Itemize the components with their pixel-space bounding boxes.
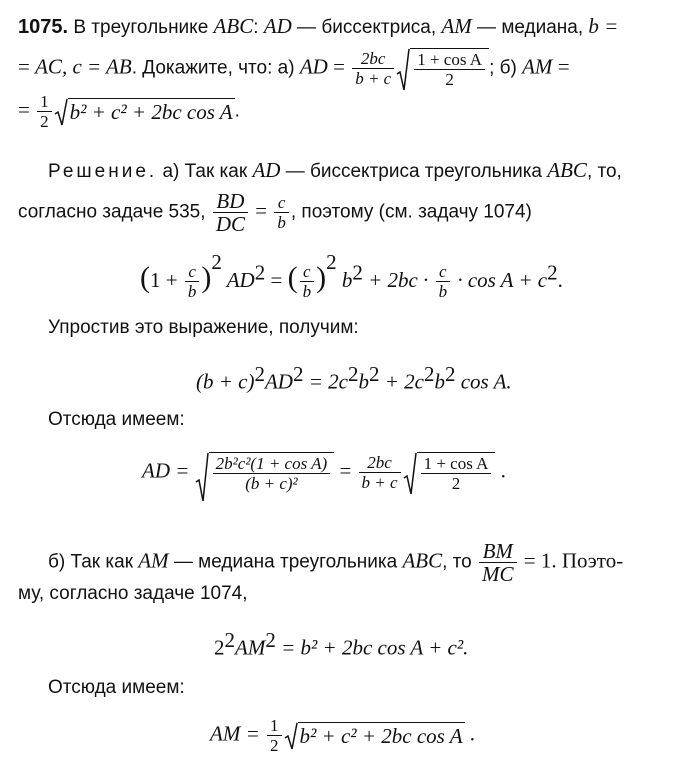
solution-line-2: согласно задаче 535, $\frac{BD}{DC}$ = $\frac{c}{b}$ , поэтому (см. задачу 1074) bbox=[18, 189, 532, 236]
formula-4: $2^2AM^2 = b^2 + 2bc$ cos A + c². bbox=[214, 628, 469, 660]
fraction-c-b: $\frac{c}{b}$ bbox=[274, 193, 289, 232]
formula-1: (1 + $\frac{c}{b}$ )$^2$ $AD^2$ = ( $\frac{c}{b}$ )$^2$ $b^2 + 2bc$ · $\frac{c}{b}$ · $\cos A + c^2$. bbox=[140, 250, 563, 302]
sqrt-4: $\frac{\text{1 + cos A}}{2}$ bbox=[403, 452, 496, 493]
sqrt-1: $\frac{\text{1 + cos A}}{2}$ bbox=[396, 48, 489, 89]
hence-text-1: Отсюда имеем: bbox=[48, 409, 185, 430]
formula-3: AD = $\frac{\text{2b²c²(1 + cos A)}}{\text{(b + c)²}}$ = $\frac{2bc}{b + c}$ $\frac{\text{1 + cos A}}{2}$ . bbox=[142, 452, 506, 493]
part-b-line-1: б) Так как AM — медиана треугольника ABC, то $\frac{BM}{MC}$ = 1. Поэто- bbox=[48, 539, 624, 586]
fraction-2bc: $\frac{2bc}{b + c}$ bbox=[352, 49, 394, 88]
solution-line-1: Решение. а) Так как AD — биссектриса треугольника ABC, то, bbox=[48, 158, 622, 182]
problem-line-2: = AC, c = AB. Докажите, что: а) AD = $\frac{2bc}{b + c}$ $\frac{\text{1 + cos A}}{2}$ ; б) AM = bbox=[18, 49, 570, 89]
fraction-bm-mc: $\frac{BM}{MC}$ bbox=[479, 540, 517, 585]
fraction-bd-dc: $\frac{BD}{DC}$ bbox=[213, 190, 248, 235]
sqrt-2: b² + c² + 2bc cos A bbox=[54, 98, 235, 126]
formula-2: $(b + c)^2AD^2 = 2c^2b^2 + 2c^2b^2$ cos A. bbox=[196, 362, 512, 394]
formula-5: AM = $\frac{1}{2}$ b² + c² + 2bc cos A . bbox=[210, 716, 476, 755]
fraction-half: $\frac{1}{2}$ bbox=[37, 92, 52, 131]
problem-line-3: = $\frac{1}{2}$ b² + c² + 2bc cos A . bbox=[18, 92, 240, 131]
part-b-line-2: му, согласно задаче 1074, bbox=[18, 583, 248, 604]
solution-label: Решение. bbox=[48, 161, 158, 182]
simplify-text: Упростив это выражение, получим: bbox=[48, 317, 359, 338]
sqrt-5: b² + c² + 2bc cos A bbox=[284, 722, 465, 750]
sqrt-3: $\frac{\text{2b²c²(1 + cos A)}}{\text{(b + c)²}}$ bbox=[195, 452, 335, 493]
problem-line-1: 1075. В треугольнике ABC: AD — биссектриса, AM — медиана, b = bbox=[18, 14, 619, 38]
problem-number: 1075. bbox=[18, 16, 69, 38]
hence-text-2: Отсюда имеем: bbox=[48, 677, 185, 698]
